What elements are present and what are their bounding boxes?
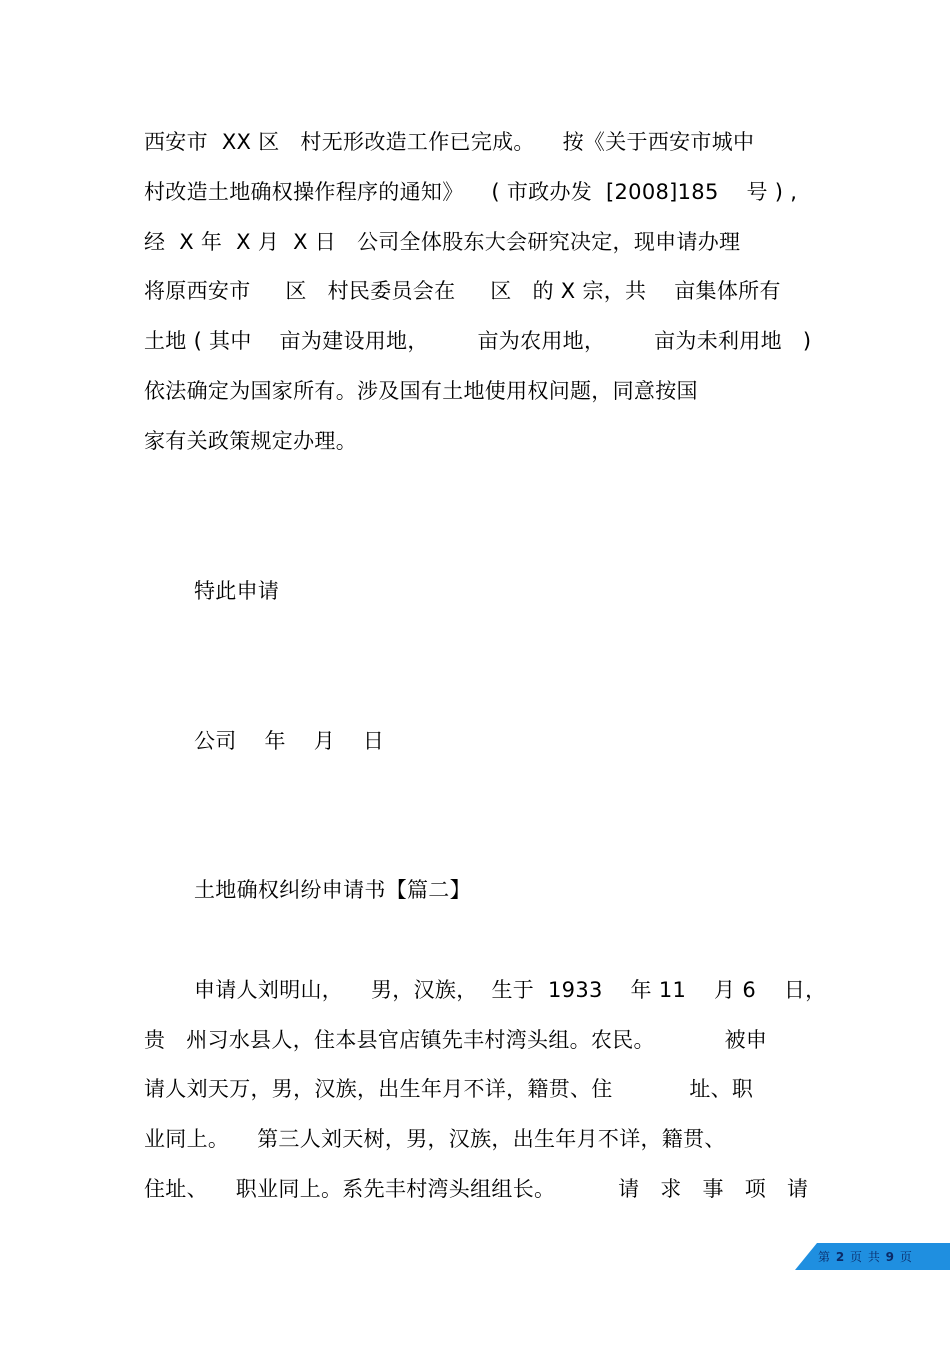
paragraph-line: 家有关政策规定办理。: [144, 429, 357, 453]
paragraph-line: 贵 州习水县人，住本县官店镇先丰村湾头组。农民。 被申: [144, 1028, 768, 1052]
paragraph-line: 申请人刘明山， 男，汉族， 生于 1933 年 11 月 6 日，: [194, 978, 827, 1002]
current-page-number: 2: [835, 1250, 846, 1264]
paragraph-line: 村改造土地确权操作程序的通知》 ( 市政办发 [2008]185 号 ) ,: [144, 180, 798, 204]
paragraph-line: 土地 ( 其中 亩为建设用地， 亩为农用地， 亩为未利用地 ): [144, 329, 812, 353]
paragraph-line: 西安市 XX 区 村无形改造工作已完成。 按《关于西安市城中: [144, 130, 755, 154]
page-suffix: 页: [895, 1250, 913, 1264]
total-pages-number: 9: [885, 1250, 895, 1264]
page-number-label: [818, 1249, 913, 1265]
paragraph-line: 请人刘天万，男，汉族，出生年月不详，籍贯、住 址、职: [144, 1077, 754, 1101]
page-prefix: 第: [818, 1250, 836, 1264]
paragraph-line: 将原西安市 区 村民委员会在 区 的 X 宗，共 亩集体所有: [144, 279, 781, 303]
paragraph-line: 业同上。 第三人刘天树，男，汉族，出生年月不详，籍贯、: [144, 1127, 726, 1151]
page-middle: 页 共: [845, 1250, 886, 1264]
paragraph-line: 住址、 职业同上。系先丰村湾头组组长。 请 求 事 项 请: [144, 1177, 809, 1201]
section-title: 土地确权纠纷申请书【篇二】: [194, 878, 471, 902]
paragraph-line: 依法确定为国家所有。涉及国有土地使用权问题，同意按国: [144, 379, 698, 403]
paragraph-line: 经 X 年 X 月 X 日 公司全体股东大会研究决定，现申请办理: [144, 230, 741, 254]
signature-line: 公司 年 月 日: [194, 729, 385, 753]
closing-text: 特此申请: [194, 579, 280, 603]
